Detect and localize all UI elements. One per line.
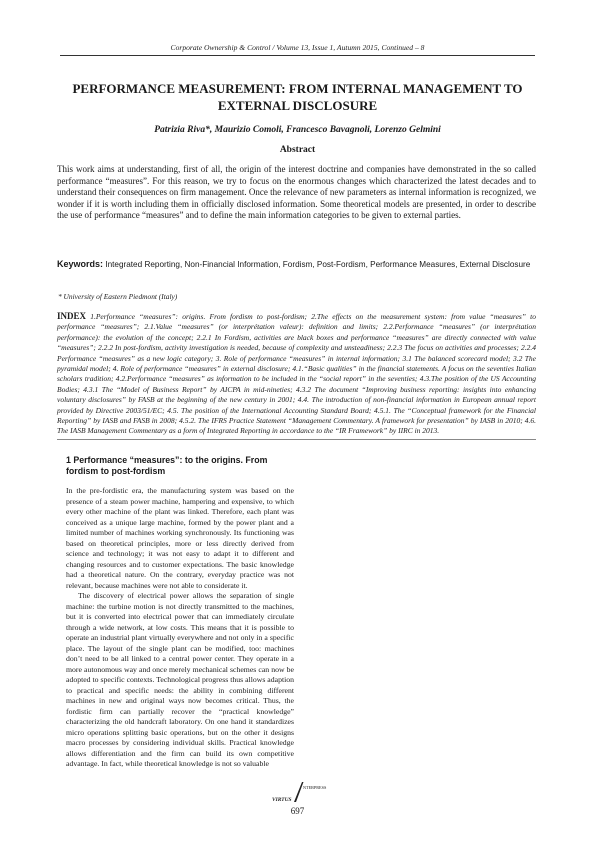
- body-paragraph-1: In the pre-fordistic era, the manufacturing system was based on the presence of a steam power machine, hampering and expensive, to which every other machine of the plant was linked. Therefore, each plant was conceived as a unique large machine, formed by the power plant and a limited number of machines working synchronously. Its functioning was based on theoretical principles, more or less directly derived from science and technology; it was not easy to adapt it to different and changing resources and to customer expectations. The basic knowledge had a theoretical nature. On the contrary, everyday practice was not relevant, because machines were not able to considerate it.: [66, 486, 294, 590]
- logo-text-top: NTERPRESS: [303, 785, 327, 790]
- author-list: Patrizia Riva*, Maurizio Comoli, Francesco Bavagnoli, Lorenzo Gelmini: [154, 125, 441, 135]
- index-text: 1.Performance “measures”: origins. From fordism to post-fordism; 2.The effects on the measurement system: from value “measures” to performance “measures”; 2.1.Value “measures” (or interprétation valeur): definition and limits; 2.2.Performance “measures” (or interprétation performance): the evolution of the concept; 2.2.1 In Fordism, activities are black boxes and performance “measures” are directly connected with value “measures”; 2.2.2 In post-fordism, activity investigation is needed, because of complexity and unsteadiness; 2.2.3 The focus on activities and processes; 2.2.4 Performance “measures” as a new logic category; 3. Role of performance “measures” in internal information; 3.1 The balanced scorecard model; 3.2 The pyramidal model; 4. Role of performance “measures” in external disclosure; 4.1.“Basic qualities” in the financial statements. A focus on the seventies Italian scholars tradition; 4.2.Performance “measures” as information to be included in the “social report” in the seventies; 4.3.The position of the US Accounting Bodies; 4.3.1 The “Model of Business Report” by AICPA in mid-nineties; 4.3.2 The document “Improving business reporting: insights into enhancing voluntary disclosures” by FASB at the beginning of the new century in 2001; 4.4. The introduction of non-financial information in European annual report provided by Directive 2003/51/EC; 4.5. The position of the International Accounting Standard Board; 4.5.1. The “Conceptual framework for the Financial Reporting” by IASB and FASB in 2008; 4.5.2. The IFRS Practice Statement “Management Commentary. A framework for presentation” by IASB in 2010; 4.6. The IASB Management Commentary as a form of Integrated Reporting in accordance to the “IR Framework” by IIRC in 2013.: [57, 312, 536, 436]
- logo-text-left: VIRTUS: [272, 797, 292, 803]
- header-rule: [60, 55, 535, 56]
- abstract-heading: Abstract: [279, 145, 316, 155]
- section-heading: 1 Performance “measures”: to the origins. From fordism to post-fordism: [66, 455, 268, 476]
- keywords: [57, 259, 536, 270]
- keywords-label: Keywords:: [57, 259, 104, 269]
- keywords-text: Integrated Reporting, Non-Financial Information, Fordism, Post-Fordism, Performance Measures, External Disclosure: [105, 260, 531, 269]
- abstract-text: This work aims at understanding, first of all, the origin of the interest doctrine and companies have demonstrated in the so called performance “measures”. For this reason, we try to focus on the enormous changes which characterized the latest decades and to understand their consequences on firm management. Once the relevance of new parameters as internal information is recognized, we wonder if it is worth including them in officially disclosed information. Some theoretical models are presented, in order to describe the use of performance “measures” and to define the main information categories to be given to external parties.: [57, 164, 536, 221]
- body-column-left: [66, 455, 294, 770]
- running-head: Corporate Ownership & Control / Volume 13, Issue 1, Autumn 2015, Continued – 8: [170, 43, 425, 52]
- page-number: 697: [290, 806, 305, 816]
- section-divider: [57, 439, 536, 440]
- index-label: INDEX: [57, 311, 87, 321]
- table-of-contents: [57, 311, 536, 437]
- virtus-interpress-logo: [268, 780, 328, 806]
- paper-title: PERFORMANCE MEASUREMENT: FROM INTERNAL MANAGEMENT TO EXTERNAL DISCLOSURE: [72, 81, 523, 113]
- body-paragraph-2-start: The discovery of electrical power allows the separation of single machine: the turbine motion is not directly transmitted to the machines, but it is converted into electrical power that can immediately circulate through a wide network, at low costs. This means that it is possible to operate an industrial plant virtually everywhere and not only in a specific place. The layout of the single plant can be modified, too: machines don’t need to be all linked to a central power center. They operate in a more autonomous way and once merely mechanical schemes can now be adopted to specific contexts. Technological progress thus allows adaption to practical and specific needs: the ability in combining different machines in new and original ways now becomes critical. Thus, the fordistic firm can partially recover the “practical knowledge” characterizing the old handcraft laboratory. On one hand it standardizes micro operations splitting basic operations, but on the other it designs macro processes by considering individual skills. Practical knowledge allows differentiation and the firm can build its own competitive advantage. In fact, while theoretical knowledge is not so valuable: [66, 591, 294, 768]
- author-affiliation: * University of Eastern Piedmont (Italy): [58, 292, 178, 301]
